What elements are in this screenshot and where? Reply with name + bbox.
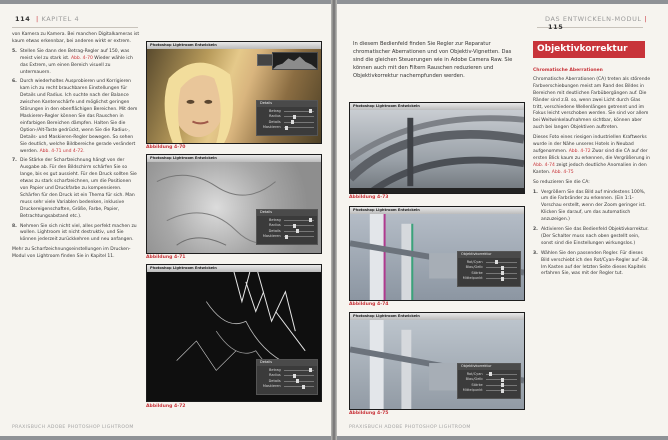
right-page-number: 115	[548, 23, 564, 31]
left-step-6: 6. Durch wiederholtes Ausprobieren und Korrigieren kam ich zu recht brauchbaren Einstellungen für Details und Radius. Ich suchte nach der Balance zwischen Kantenschärfe und möglichst geringen Störungen in den ebenflächigen Bereichen. Mit dem Maskieren-Regler können Sie das Rauschen in einfarbigen Bereichen dämpfen. Halten Sie die Option-/Alt-Taste gedrückt, wenn Sie die Radius-, Details- und Maskieren-Regler bewegen. So sehen Sie deutlich, welche Bildbereiche gerade verändert werden. Abb. 4-71 und 4-72.	[12, 79, 138, 154]
figure-reference: Abb. 4-71	[39, 148, 62, 154]
figure-reference: Abb. 4-70	[70, 55, 93, 61]
right-step-2: 2. Aktivieren Sie das Bedienfeld Objektivkorrektur. (Der Schalter muss nach oben gestellt sein, sonst sind die Einstellungen wirkungslos.)	[533, 227, 649, 246]
slider-radius[interactable]: Radius	[260, 223, 314, 229]
slider-betrag[interactable]: Betrag	[260, 109, 314, 115]
figure-4-75	[349, 312, 525, 410]
slider-blue-yellow[interactable]: Blau/Gelb	[461, 265, 517, 271]
slider-thumb[interactable]	[296, 229, 299, 233]
slider-red-cyan[interactable]: Rot/Cyan	[461, 260, 517, 266]
slider-thumb[interactable]	[293, 224, 296, 228]
figure-caption: Abbildung 4-73	[349, 195, 389, 200]
figure-4-72	[146, 264, 322, 402]
right-running-head: DAS ENTWICKELN-MODUL | 115	[545, 15, 648, 31]
slider-thumb[interactable]	[501, 378, 504, 382]
left-step-7: 7. Die Stärke der Scharfzeichnung hängt von der Ausgabe ab. Für den Bildschirm schärfen Sie so lange, bis es gut aussieht. Für den Druck sollten Sie etwas zu stark scharfzeichnen, um die Positionen von Papier und Druckfarbe zu kompensieren. Schärfen für den Druck ist ein Thema für sich. Man muss sehr viele Variablen bedenken, inklusive Druckereigenschaften, Größe, Farbe, Papier, Betrachtungsabstand etc.).	[12, 158, 137, 219]
lightroom-titlebar: Photoshop Lightroom Entwickeln	[350, 313, 524, 320]
lightroom-titlebar: Photoshop Lightroom Entwickeln	[147, 42, 321, 49]
slider-red-cyan[interactable]: Rot/Cyan	[461, 372, 517, 378]
slider-details[interactable]: Details	[260, 379, 314, 385]
figure-caption: Abbildung 4-70	[146, 145, 186, 150]
lightroom-titlebar: Photoshop Lightroom Entwickeln	[147, 155, 321, 162]
right-step-3: 3. Wählen Sie den passenden Regler. Für dieses Bild verschiebt ich den Rot/Cyan-Regler auf -38. Im Kasten auf der letzten Seite dieses Kapitels erfahren Sie, was mit der Regler tut.	[533, 250, 650, 277]
slider-betrag[interactable]: Betrag	[260, 218, 314, 224]
slider-amount[interactable]: Stärke	[461, 271, 517, 277]
subhead: Chromatische Aberrationen	[533, 68, 603, 73]
slider-thumb[interactable]	[309, 109, 312, 113]
right-section-label: DAS ENTWICKELN-MODUL	[545, 15, 642, 23]
slider-thumb[interactable]	[501, 277, 504, 281]
lens-correction-panel: Objektivkorrektur Rot/Cyan Blau/Gelb Stärke Mittelpunkt	[457, 363, 521, 399]
slider-radius[interactable]: Radius	[260, 373, 314, 379]
figure-caption: Abbildung 4-74	[349, 302, 389, 307]
details-panel: Details Betrag Radius Details Maskieren	[256, 359, 318, 395]
left-text-column	[12, 32, 140, 264]
left-page	[0, 4, 331, 436]
slider-thumb[interactable]	[309, 218, 312, 222]
section-title: Objektivkorrektur	[533, 41, 645, 58]
details-panel-title: Details	[257, 101, 317, 107]
figure-caption: Abbildung 4-75	[349, 411, 389, 416]
left-page-number: 114	[15, 15, 31, 23]
slider-blue-yellow[interactable]: Blau/Gelb	[461, 377, 517, 383]
left-chapter-label: KAPITEL 4	[41, 15, 80, 23]
slider-maskieren[interactable]: Maskieren	[260, 384, 314, 390]
left-running-head: 114 | KAPITEL 4	[15, 15, 80, 23]
histogram	[272, 52, 318, 70]
left-paragraph-bottom: Mehr zu Scharfzeichnungseinstellungen im Drucken-Modul von Lightroom finden Sie in Kapitel 11.	[12, 247, 131, 260]
right-step-1: 1. Vergrößern Sie das Bild auf mindestens 100%, um die Farbränder zu erkennen. (Ein 1:1-Vorschau erstellt, wenn der Zoom geringer ist. Klicken Sie darauf, um das automatisch anzuzeigen.)	[533, 189, 646, 223]
slider-midpoint[interactable]: Mittelpunkt	[461, 276, 517, 282]
right-text-column	[533, 66, 651, 281]
slider-thumb[interactable]	[285, 235, 288, 239]
slider-midpoint[interactable]: Mittelpunkt	[461, 388, 517, 394]
slider-details[interactable]: Details	[260, 120, 314, 126]
slider-thumb[interactable]	[501, 271, 504, 275]
lightroom-titlebar: Photoshop Lightroom Entwickeln	[350, 207, 524, 214]
slider-details[interactable]: Details	[260, 229, 314, 235]
slider-thumb[interactable]	[495, 260, 498, 264]
intro-paragraph: In diesem Bedienfeld finden Sie Regler zur Reparatur chromatischer Aberrationen und von Objektiv-Vignetten. Das sind die gleichen Steuerungen wie in Adobe Camera Raw. Sie können auch mit den Filtern Rauschen reduzieren und Objektivkorrektur nachempfunden werden.	[353, 41, 513, 79]
slider-thumb[interactable]	[291, 120, 294, 124]
left-footer: PRAXISBUCH ADOBE PHOTOSHOP LIGHTROOM	[12, 425, 134, 430]
left-step-5: 5. Stellen Sie dann den Betrag-Regler auf 150, was meist viel zu stark ist. Abb. 4-70 Wieder wähle ich das Extrem, um einen Bereich visuell zu untermauern.	[12, 48, 133, 75]
slider-thumb[interactable]	[501, 389, 504, 393]
details-panel	[256, 100, 318, 136]
figure-4-74	[349, 206, 525, 301]
filmstrip[interactable]	[350, 188, 524, 193]
slider-thumb[interactable]	[501, 383, 504, 387]
pipes-illustration	[350, 110, 524, 193]
slider-betrag[interactable]: Betrag	[260, 368, 314, 374]
figure-4-71	[146, 154, 322, 254]
slider-thumb[interactable]	[285, 126, 288, 130]
left-paragraph-top: von Kamera zu Kamera. Bei manchen Digitalkameras ist kaum etwas erkennbar, bei anderen wirkt er extrem.	[12, 32, 140, 44]
slider-thumb[interactable]	[296, 379, 299, 383]
slider-amount[interactable]: Stärke	[461, 383, 517, 389]
right-footer: PRAXISBUCH ADOBE PHOTOSHOP LIGHTROOM	[349, 425, 471, 430]
lightroom-titlebar: Photoshop Lightroom Entwickeln	[350, 103, 524, 110]
lens-correction-panel: Objektivkorrektur Rot/Cyan Blau/Gelb Stärke Mittelpunkt	[457, 251, 521, 287]
left-step-8: 8. Nehmen Sie sich nicht viel, alles perfekt machen zu wollen. Lightroom ist nicht destruktiv, und Sie können jederzeit zurückkehren und neu anfangen.	[12, 223, 137, 243]
figure-caption: Abbildung 4-72	[146, 404, 186, 409]
slider-radius[interactable]: Radius	[260, 114, 314, 120]
slider-thumb[interactable]	[309, 368, 312, 372]
slider-thumb[interactable]	[293, 374, 296, 378]
lightroom-titlebar: Photoshop Lightroom Entwickeln	[147, 265, 321, 272]
figure-caption: Abbildung 4-71	[146, 255, 186, 260]
figure-4-70	[146, 41, 322, 144]
slider-maskieren[interactable]: Maskieren	[260, 125, 314, 131]
power-plant-photo	[350, 110, 524, 193]
slider-thumb[interactable]	[293, 115, 296, 119]
left-head-rule	[12, 27, 138, 28]
details-panel: Details Betrag Radius Details Maskieren	[256, 209, 318, 245]
list-intro: So reduzieren Sie die CA:	[533, 179, 590, 185]
right-paragraph-1: Chromatische Aberrationen (CA) treten als störende Farbverschiebungen meist am Rand des Bildes in Bereichen mit deutlichen Farbübergängen auf. Die Ränder sind z.B. so, wenn zwei Licht durch Glas tritt, verschiedene Wellenlängen getrennt und im Fokus leicht verschoben werden. Sie sind vor allem bei Weitwinkelaufnahmen sichtbar, können aber auch bei langen Objektiven auftreten.	[533, 76, 651, 131]
slider-thumb[interactable]	[489, 372, 492, 376]
right-page	[337, 4, 668, 436]
slider-thumb[interactable]	[302, 385, 305, 389]
slider-thumb[interactable]	[501, 266, 504, 270]
figure-4-73	[349, 102, 525, 194]
right-paragraph-2: Dieses Foto eines riesigen industriellen Kraftwerks wurde in der Nähe unseres Hotels in Neubad aufgenommen. Abb. 4-72 Zwar sind die CA auf der ersten Blick kaum zu erkennen, die Vergrößerung in Abb. 4-74 zeigt jedoch deutliche Anomalien in den Kanten. Abb. 4-75	[533, 135, 650, 175]
navigator-thumbnail[interactable]	[257, 54, 273, 66]
slider-maskieren[interactable]: Maskieren	[260, 234, 314, 240]
